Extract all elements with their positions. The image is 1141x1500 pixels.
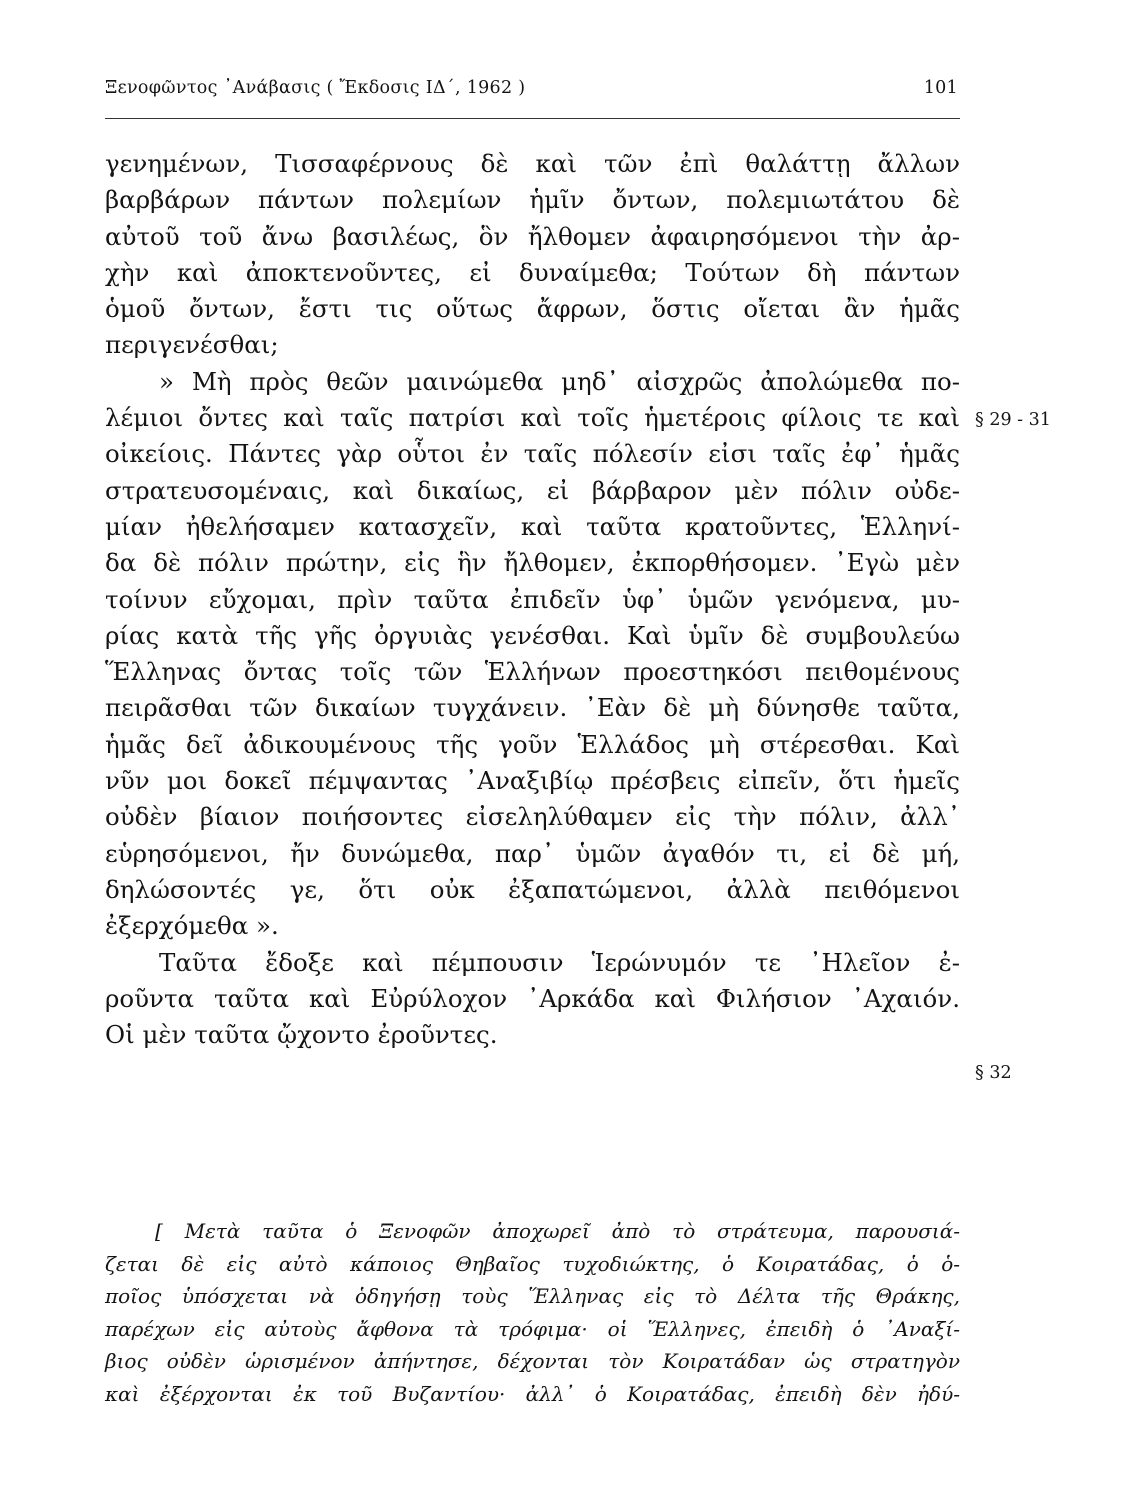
paragraph-1 [105,146,960,364]
header-title: Ξενοφῶντος ᾿Ανάβασις ( Ἔκδοσις ΙΔ΄, 1962 ) [105,78,526,98]
text-line: στρατευσομέναις, καὶ δικαίως, εἰ βάρβαρον μὲν πόλιν οὐδε- [105,475,960,505]
text-line: αὐτοῦ τοῦ ἄνω βασιλέως, ὃν ἤλθομεν ἀφαιρησόμενοι τὴν ἀρ- [105,221,960,251]
text-line: γενημένων, Τισσαφέρνους δὲ καὶ τῶν ἐπὶ θαλάττῃ ἄλλων [105,149,960,178]
paragraph-3 [105,945,960,1054]
text-line: ἡμᾶς δεῖ ἀδικουμένους τῆς γοῦν Ἑλλάδος μὴ στέρεσθαι. Καὶ [105,729,960,759]
margin-section-ref: § 29 - 31 [975,410,1051,430]
text-line: Ταῦτα ἔδοξε καὶ πέμπουσιν Ἱερώνυμόν τε ᾿Ηλεῖον ἐ- [159,947,960,977]
text-line: οὐδὲν βίαιον ποιήσοντες εἰσεληλύθαμεν εἰς τὴν πόλιν, ἀλλ᾿ [105,802,960,832]
text-line: δα δὲ πόλιν πρώτην, εἰς ἣν ἤλθομεν, ἐκπορθήσομεν. ᾿Εγὼ μὲν [105,548,960,578]
main-text [105,146,960,1053]
text-line: περιγενέσθαι; [105,330,279,360]
text-line: βαρβάρων πάντων πολεμίων ἡμῖν ὄντων, πολεμιωτάτου δὲ [105,185,960,215]
note-line: ζεται δὲ εἰς αὐτὸ κάποιος Θηβαῖος τυχοδιώκτης, ὁ Κοιρατάδας, ὁ ὁ- [105,1251,960,1276]
text-line: ροῦντα ταῦτα καὶ Εὐρύλοχον ᾿Αρκάδα καὶ Φιλήσιον ᾿Αχαιόν. [105,983,960,1013]
running-header [105,74,960,119]
paragraph-2 [105,364,960,945]
text-line: χὴν καὶ ἀποκτενοῦντες, εἰ δυναίμεθα; Τούτων δὴ πάντων [105,257,960,287]
text-line: δηλώσοντές γε, ὅτι οὐκ ἐξαπατώμενοι, ἀλλὰ πειθόμενοι [105,874,960,904]
text-line: Οἱ μὲν ταῦτα ᾤχοντο ἐροῦντες. [105,1020,498,1050]
text-line: εὑρησόμενοι, ἤν δυνώμεθα, παρ᾿ ὑμῶν ἀγαθόν τι, εἰ δὲ μή, [105,838,960,868]
margin-section-ref: § 32 [975,1063,1012,1083]
text-line: νῦν μοι δοκεῖ πέμψαντας ᾿Αναξιβίῳ πρέσβεις εἰπεῖν, ὅτι ἡμεῖς [105,766,960,796]
text-line: ἐξερχόμεθα ». [105,911,279,941]
text-line: » Μὴ πρὸς θεῶν μαινώμεθα μηδ᾿ αἰσχρῶς ἀπολώμεθα πο- [159,366,960,396]
text-line: λέμιοι ὄντες καὶ ταῖς πατρίσι καὶ τοῖς ἡμετέροις φίλοις τε καὶ [105,403,960,433]
text-line: ρίας κατὰ τῆς γῆς ὀργυιὰς γενέσθαι. Καὶ ὑμῖν δὲ συμβουλεύω [105,620,960,650]
note-line: [ Μετὰ ταῦτα ὁ Ξενοφῶν ἀποχωρεῖ ἀπὸ τὸ στράτευμα, παρουσιά- [155,1219,960,1243]
note-line: καὶ ἐξέρχονται ἐκ τοῦ Βυζαντίου· ἀλλ᾿ ὁ Κοιρατάδας, ἐπειδὴ δὲν ἠδύ- [105,1381,960,1406]
text-line: οἰκείοις. Πάντες γὰρ οὗτοι ἐν ταῖς πόλεσίν εἰσι ταῖς ἐφ᾿ ἡμᾶς [105,439,960,469]
text-line: Ἕλληνας ὄντας τοῖς τῶν Ἑλλήνων προεστηκόσι πειθομένους [105,657,960,687]
note-line: παρέχων εἰς αὐτοὺς ἄφθονα τὰ τρόφιμα· οἱ Ἕλληνες, ἐπειδὴ ὁ ᾿Αναξί- [105,1316,960,1341]
page-number: 101 [923,78,958,98]
text-line: ὁμοῦ ὄντων, ἔστι τις οὕτως ἄφρων, ὅστις οἴεται ἂν ἡμᾶς [105,294,960,324]
note-line: ποῖος ὑπόσχεται νὰ ὁδηγήσῃ τοὺς Ἕλληνας εἰς τὸ Δέλτα τῆς Θράκης, [105,1284,960,1308]
summary-note [105,1215,960,1410]
text-line: μίαν ἠθελήσαμεν κατασχεῖν, καὶ ταῦτα κρατοῦντες, Ἑλληνί- [105,511,960,541]
text-line: πειρᾶσθαι τῶν δικαίων τυγχάνειν. ᾿Εὰν δὲ μὴ δύνησθε ταῦτα, [105,693,960,723]
note-line: βιος οὐδὲν ὡρισμένον ἀπήντησε, δέχονται τὸν Κοιρατάδαν ὡς στρατηγὸν [105,1349,960,1373]
text-line: τοίνυν εὔχομαι, πρὶν ταῦτα ἐπιδεῖν ὑφ᾿ ὑμῶν γενόμενα, μυ- [105,584,960,614]
